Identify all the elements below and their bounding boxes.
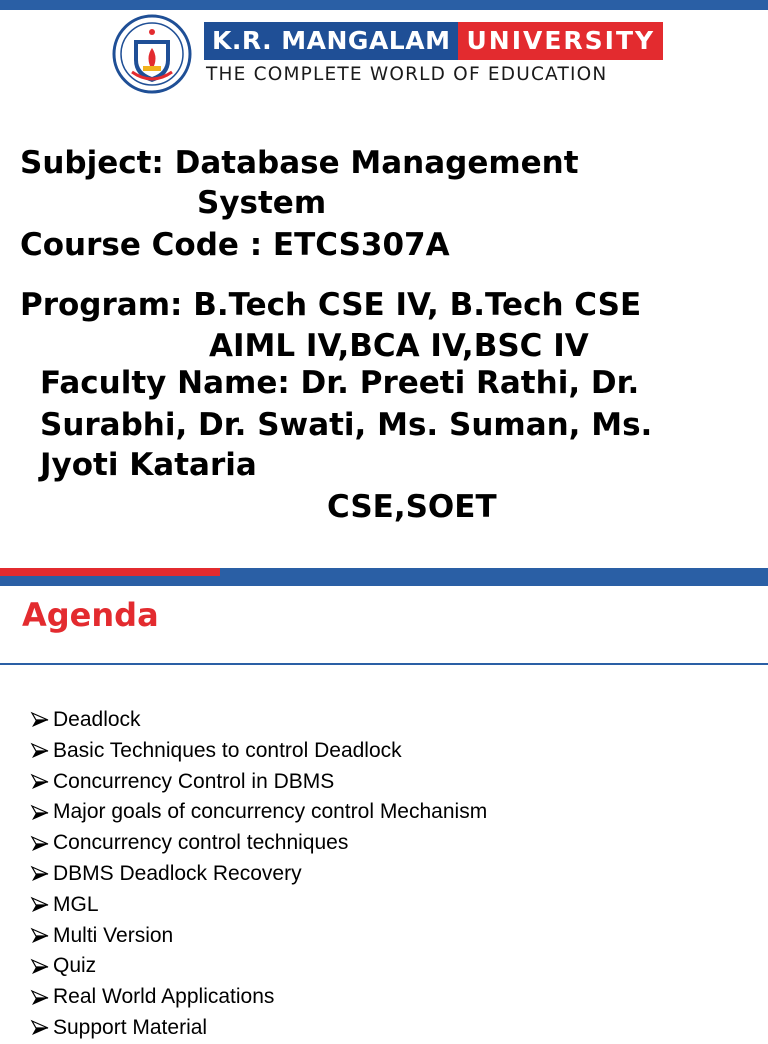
agenda-item-label: Basic Techniques to control Deadlock	[53, 738, 402, 762]
agenda-item-label: Concurrency Control in DBMS	[53, 769, 335, 793]
agenda-list	[30, 705, 487, 1044]
agenda-item	[30, 951, 487, 982]
subject-line-2: System	[197, 185, 327, 221]
brand-wordmark	[204, 22, 663, 60]
agenda-item	[30, 736, 487, 767]
arrow-bullet-icon	[30, 1017, 52, 1039]
brand-tagline: THE COMPLETE WORLD OF EDUCATION	[206, 64, 608, 85]
agenda-item-label: Support Material	[53, 1015, 208, 1039]
agenda-rule	[0, 663, 768, 665]
program-line-2: AIML IV,BCA IV,BSC IV	[209, 328, 589, 364]
brand-name: K.R. MANGALAM	[204, 22, 458, 60]
department: CSE,SOET	[327, 489, 497, 525]
arrow-bullet-icon	[30, 956, 52, 978]
arrow-bullet-icon	[30, 833, 52, 855]
slide-divider-blue	[220, 568, 768, 586]
university-logo	[112, 14, 657, 94]
agenda-item-label: Real World Applications	[53, 985, 275, 1009]
arrow-bullet-icon	[30, 802, 52, 824]
brand-university: UNIVERSITY	[458, 22, 663, 60]
agenda-item-label: DBMS Deadlock Recovery	[53, 861, 302, 885]
agenda-item	[30, 859, 487, 890]
arrow-bullet-icon	[30, 863, 52, 885]
course-code: Course Code : ETCS307A	[20, 227, 450, 263]
subject-line-1: Subject: Database Management	[20, 145, 579, 181]
agenda-item	[30, 705, 487, 736]
slide-divider-red	[0, 568, 220, 576]
agenda-item	[30, 890, 487, 921]
arrow-bullet-icon	[30, 740, 52, 762]
arrow-bullet-icon	[30, 771, 52, 793]
agenda-item	[30, 1013, 487, 1044]
agenda-item-label: Quiz	[53, 954, 97, 978]
arrow-bullet-icon	[30, 709, 52, 731]
agenda-title: Agenda	[22, 596, 159, 634]
arrow-bullet-icon	[30, 894, 52, 916]
agenda-item-label: Deadlock	[53, 708, 141, 731]
agenda-item	[30, 828, 487, 859]
arrow-bullet-icon	[30, 925, 52, 947]
agenda-item-label: MGL	[53, 892, 99, 916]
university-seal-icon	[112, 14, 192, 94]
arrow-bullet-icon	[30, 987, 52, 1009]
top-bar	[0, 0, 768, 10]
agenda-item	[30, 767, 487, 798]
faculty-line-1: Faculty Name: Dr. Preeti Rathi, Dr.	[40, 365, 640, 401]
agenda-item	[30, 921, 487, 952]
agenda-item-label: Major goals of concurrency control Mechanism	[53, 800, 488, 824]
agenda-item-label: Multi Version	[53, 923, 174, 947]
agenda-item-label: Concurrency control techniques	[53, 831, 349, 855]
agenda-item	[30, 982, 487, 1013]
slide-divider-blue-left	[0, 576, 220, 586]
faculty-line-3: Jyoti Kataria	[40, 447, 257, 483]
faculty-line-2: Surabhi, Dr. Swati, Ms. Suman, Ms.	[40, 407, 653, 443]
agenda-item	[30, 797, 487, 828]
program-line-1: Program: B.Tech CSE IV, B.Tech CSE	[20, 287, 642, 323]
